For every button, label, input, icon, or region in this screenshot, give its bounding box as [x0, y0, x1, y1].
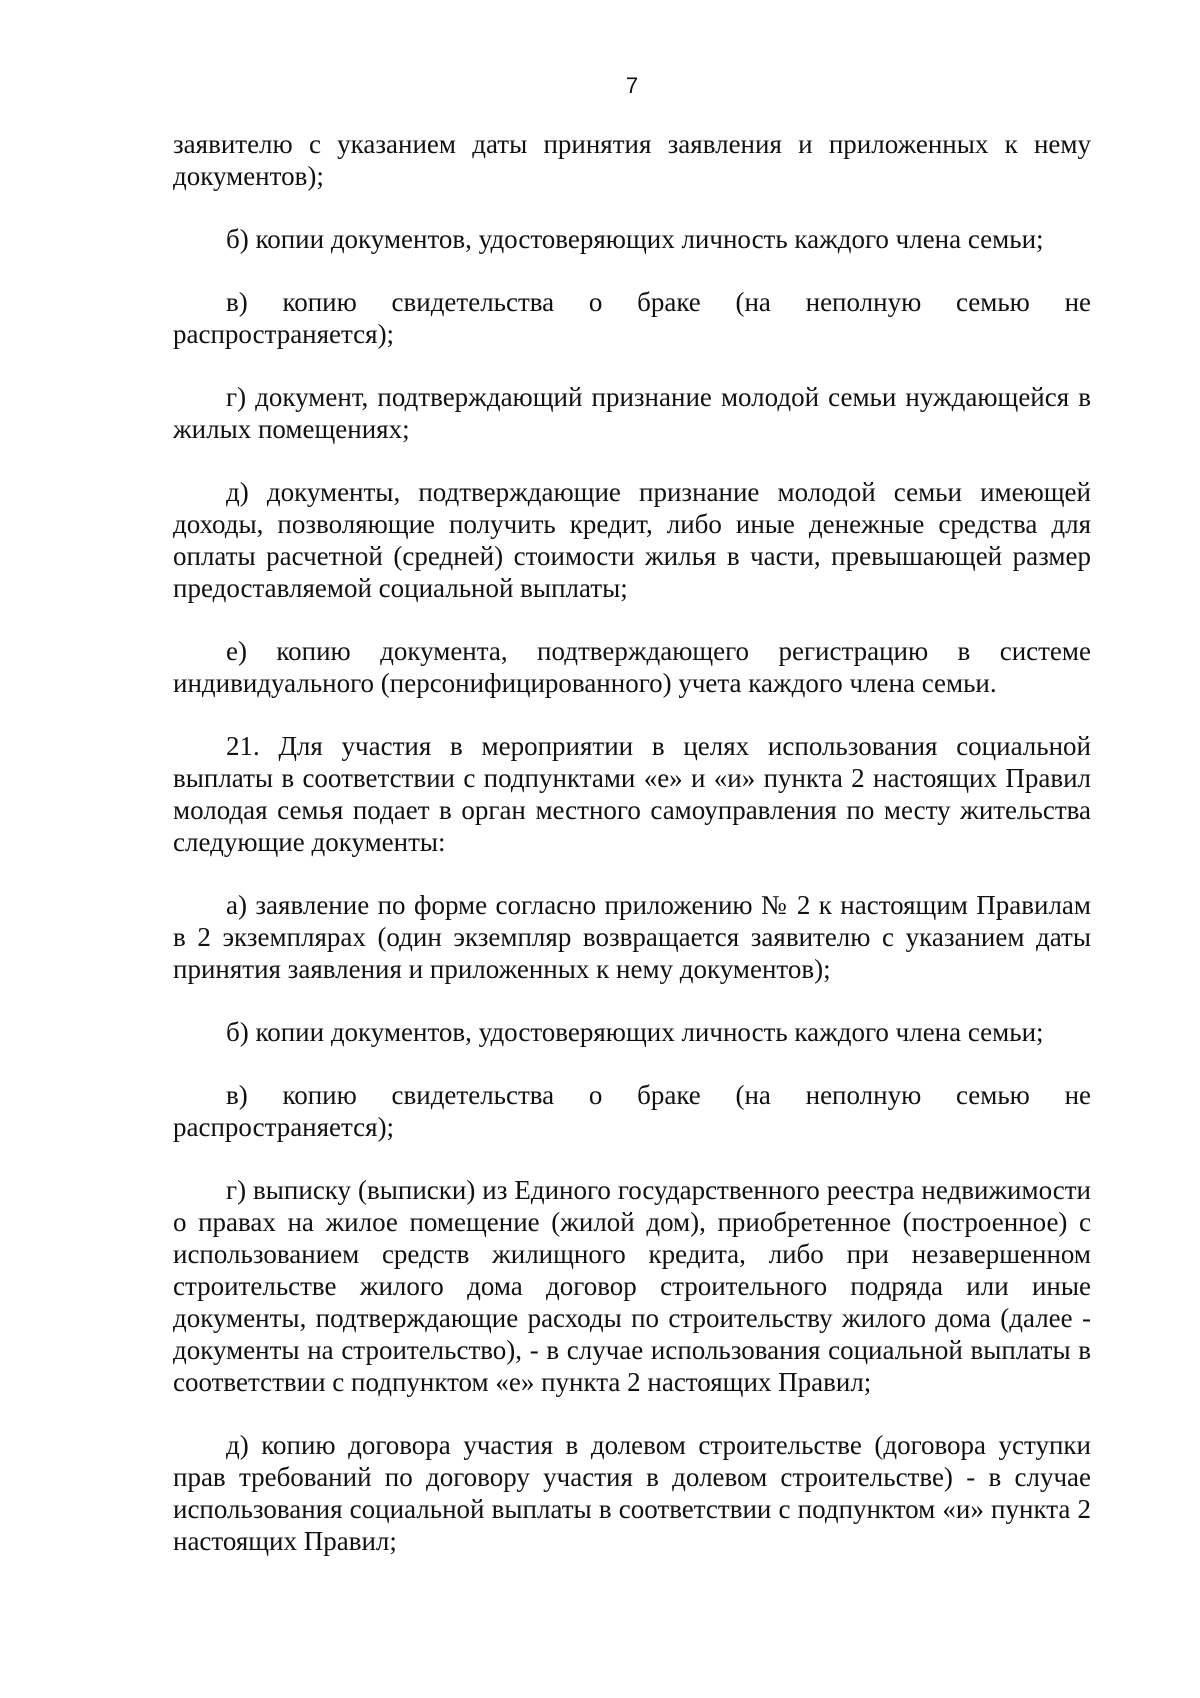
paragraph-item-v-1: в) копию свидетельства о браке (на неполную семью не распространяется);	[173, 287, 1091, 349]
paragraph-item-d-1: д) документы, подтверждающие признание молодой семьи имеющей доходы, позволяющие получить кредит, либо иные денежные средства для оплаты расчетной (средней) стоимости жилья в части, превышающей размер предоставляемой социальной выплаты;	[173, 477, 1091, 603]
page-number: 7	[625, 73, 639, 98]
paragraph-item-b-2: б) копии документов, удостоверяющих личность каждого члена семьи;	[226, 1017, 1044, 1047]
paragraph-item-d-2: д) копию договора участия в долевом строительстве (договора уступки прав требований по договору участия в долевом строительстве) - в случае использования социальной выплаты в соответствии с подпунктом «и» пункта 2 настоящих Правил;	[173, 1430, 1091, 1556]
paragraph-item-g-1: г) документ, подтверждающий признание молодой семьи нуждающейся в жилых помещениях;	[173, 382, 1091, 444]
paragraph-item-b-1: б) копии документов, удостоверяющих личность каждого члена семьи;	[226, 224, 1044, 254]
paragraph-clause-21: 21. Для участия в мероприятии в целях использования социальной выплаты в соответствии с подпунктами «е» и «и» пункта 2 настоящих Правил молодая семья подает в орган местного самоуправления по месту жительства следующие документы:	[173, 731, 1091, 857]
paragraph-item-g-2: г) выписку (выписки) из Единого государственного реестра недвижимости о правах на жилое помещение (жилой дом), приобретенное (построенное) с использованием средств жилищного кредита, либо при незавершенном строительстве жилого дома договор строительного подряда или иные документы, подтверждающие расходы по строительству жилого дома (далее - документы на строительство), - в случае использования социальной выплаты в соответствии с подпунктом «е» пункта 2 настоящих Правил;	[173, 1175, 1091, 1397]
document-body	[173, 128, 1091, 1588]
paragraph-item-v-2: в) копию свидетельства о браке (на неполную семью не распространяется);	[173, 1080, 1091, 1142]
paragraph-item-e-1: е) копию документа, подтверждающего регистрацию в системе индивидуального (персонифицированного) учета каждого члена семьи.	[173, 636, 1091, 698]
paragraph-item-a-2: а) заявление по форме согласно приложению № 2 к настоящим Правилам в 2 экземплярах (один экземпляр возвращается заявителю с указанием даты принятия заявления и приложенных к нему документов);	[173, 890, 1091, 984]
paragraph-continuation: заявителю с указанием даты принятия заявления и приложенных к нему документов);	[173, 129, 1091, 191]
